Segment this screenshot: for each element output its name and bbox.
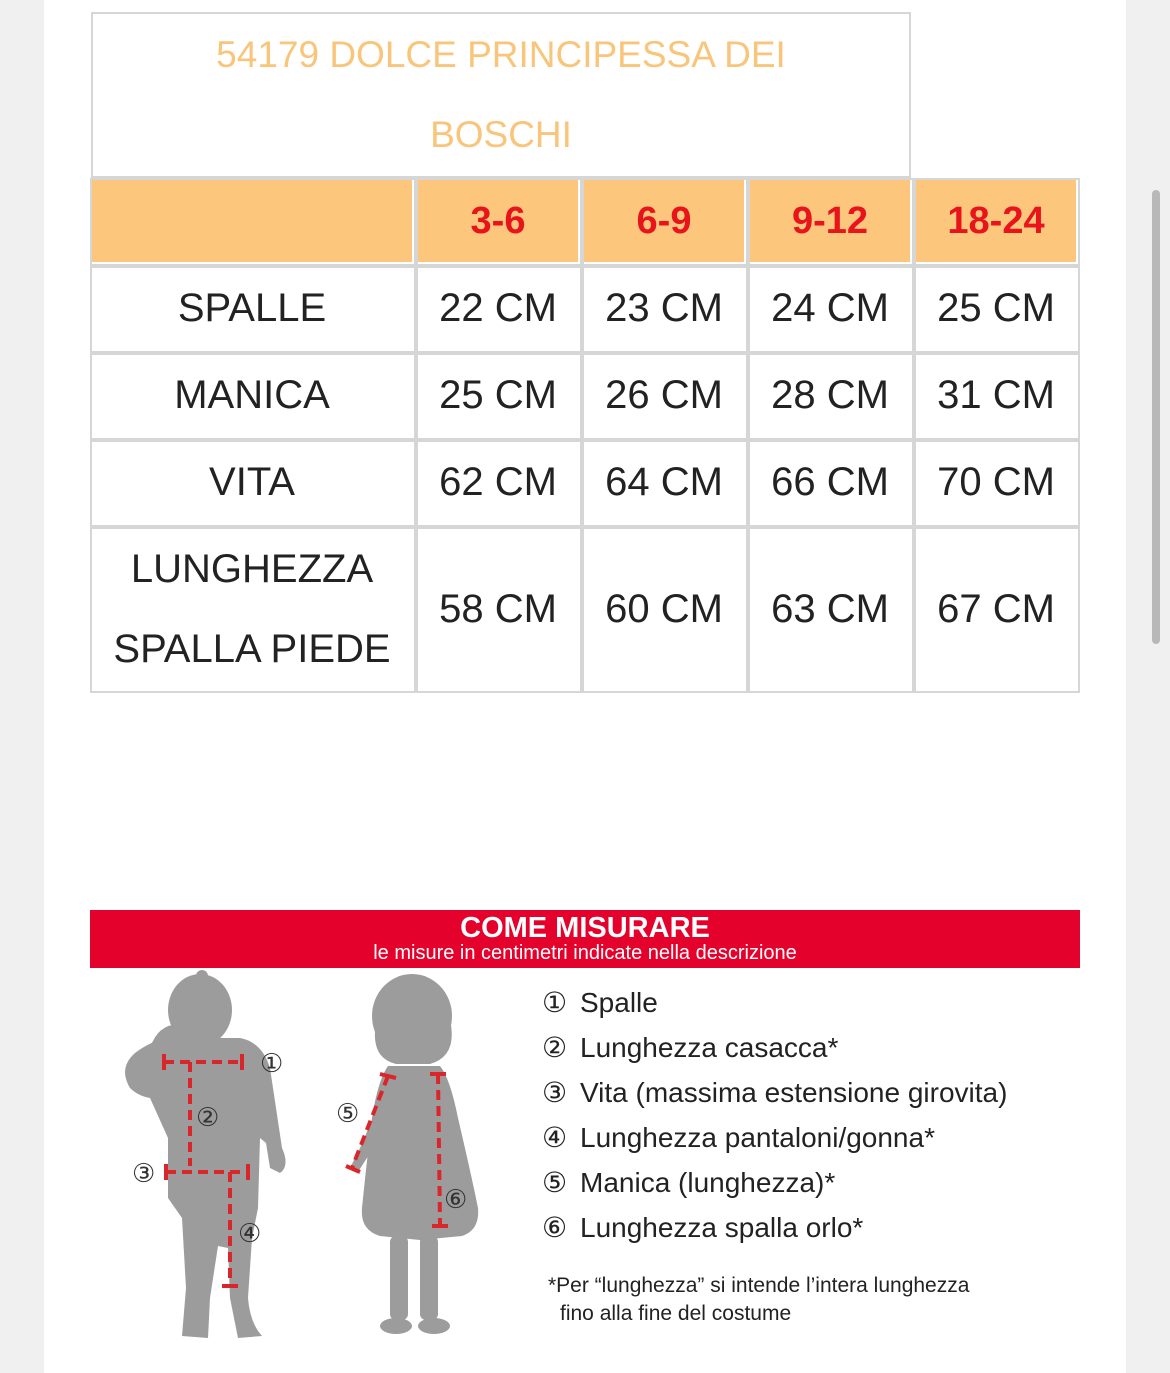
figure-label-6: ⑥ — [444, 1185, 468, 1215]
header-cell-size: 9-12 — [748, 178, 914, 266]
table-cell: 64 CM — [582, 440, 748, 527]
legend-text: Lunghezza casacca* — [580, 1032, 839, 1063]
legend-text: Vita (massima estensione girovita) — [580, 1077, 1008, 1108]
table-cell: 25 CM — [416, 353, 582, 440]
header-cell-size: 18-24 — [914, 178, 1080, 266]
table-cell: 25 CM — [914, 266, 1080, 353]
legend-number: ② — [542, 1032, 568, 1063]
table-cell: 58 CM — [416, 527, 582, 693]
table-cell: 23 CM — [582, 266, 748, 353]
measure-figures-illustration — [90, 968, 530, 1348]
table-row — [90, 440, 1080, 527]
banner-subtitle: le misure in centimetri indicate nella descrizione — [373, 942, 797, 964]
table-cell: 22 CM — [416, 266, 582, 353]
row-label: SPALLE — [90, 266, 416, 353]
table-cell: 62 CM — [416, 440, 582, 527]
legend-item — [542, 1205, 1082, 1250]
table-cell: 24 CM — [748, 266, 914, 353]
table-cell: 70 CM — [914, 440, 1080, 527]
legend-item — [542, 1115, 1082, 1160]
figure-label-2: ② — [196, 1103, 220, 1133]
figure-label-1: ① — [260, 1049, 284, 1079]
legend-item — [542, 980, 1082, 1025]
table-cell: 66 CM — [748, 440, 914, 527]
size-table-header — [90, 178, 1080, 266]
length-note — [548, 1272, 1068, 1328]
table-cell: 28 CM — [748, 353, 914, 440]
table-row — [90, 353, 1080, 440]
table-cell: 31 CM — [914, 353, 1080, 440]
table-cell: 67 CM — [914, 527, 1080, 693]
table-cell: 63 CM — [748, 527, 914, 693]
figure-label-3: ③ — [132, 1159, 156, 1189]
measure-legend — [542, 980, 1082, 1250]
girl-figure-icon — [351, 974, 478, 1334]
header-cell-empty — [90, 178, 416, 266]
legend-text: Spalle — [580, 987, 658, 1018]
legend-text: Lunghezza pantaloni/gonna* — [580, 1122, 935, 1153]
legend-number: ④ — [542, 1122, 568, 1153]
note-line-1: *Per “lunghezza” si intende l’intera lunghezza — [548, 1274, 970, 1297]
legend-number: ③ — [542, 1077, 568, 1108]
banner-title: COME MISURARE — [460, 912, 710, 944]
legend-number: ① — [542, 987, 568, 1018]
row-label: LUNGHEZZA SPALLA PIEDE — [90, 527, 416, 693]
legend-item — [542, 1025, 1082, 1070]
row-label: MANICA — [90, 353, 416, 440]
legend-item — [542, 1070, 1082, 1115]
legend-number: ⑥ — [542, 1212, 568, 1243]
how-to-measure-banner — [90, 910, 1080, 968]
note-line-2: fino alla fine del costume — [560, 1302, 792, 1325]
product-title-box — [91, 12, 911, 178]
table-cell: 60 CM — [582, 527, 748, 693]
boy-figure-icon — [125, 970, 286, 1338]
figure-label-5: ⑤ — [336, 1099, 360, 1129]
legend-number: ⑤ — [542, 1167, 568, 1198]
row-label: VITA — [90, 440, 416, 527]
table-cell: 26 CM — [582, 353, 748, 440]
header-cell-size: 3-6 — [416, 178, 582, 266]
product-title: 54179 DOLCE PRINCIPESSA DEI BOSCHI — [216, 34, 786, 155]
legend-text: Manica (lunghezza)* — [580, 1167, 836, 1198]
how-to-measure-panel — [90, 910, 1080, 1350]
header-cell-size: 6-9 — [582, 178, 748, 266]
legend-text: Lunghezza spalla orlo* — [580, 1212, 864, 1243]
table-row — [90, 266, 1080, 353]
scrollbar[interactable] — [1152, 190, 1160, 644]
size-table — [90, 178, 1080, 693]
table-row — [90, 527, 1080, 693]
figure-label-4: ④ — [238, 1219, 262, 1249]
legend-item — [542, 1160, 1082, 1205]
